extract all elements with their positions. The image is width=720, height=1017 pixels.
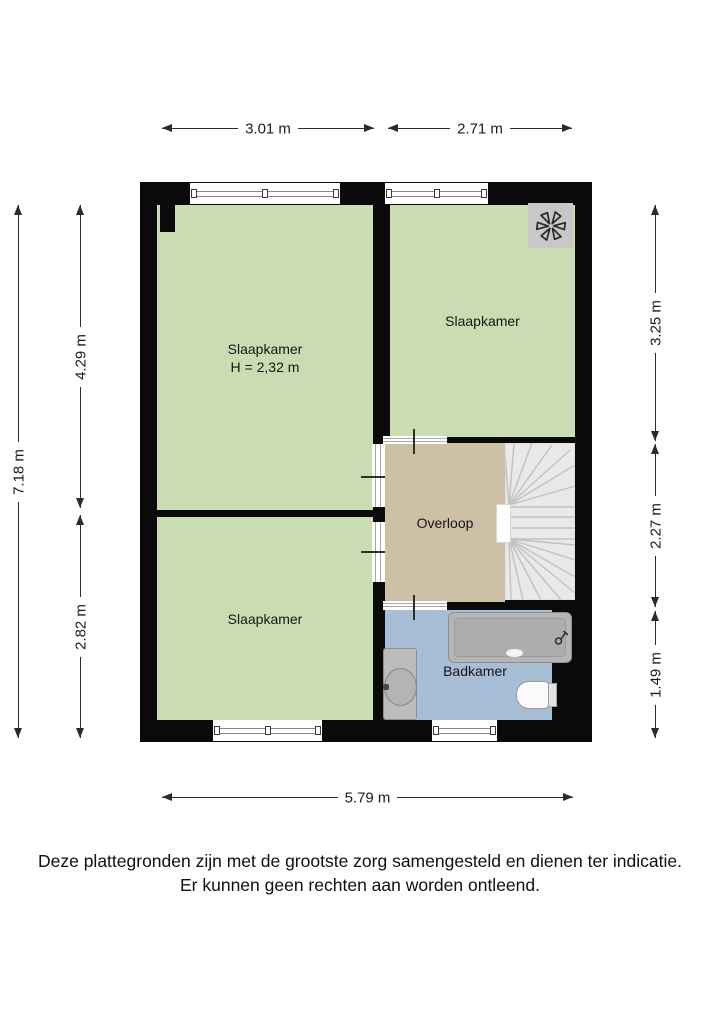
dimension-right-lower [647,611,665,738]
door-opening [383,436,447,444]
column [160,205,175,232]
door-tick [413,429,415,454]
bathtub [448,612,572,663]
sink-tap [383,684,389,690]
dimension-label: 2.71 m [450,121,510,138]
room-slaapkamer-bottom [157,517,373,720]
room-name: Slaapkamer [445,313,520,329]
room-label [228,340,303,376]
window-post [214,726,220,735]
dimension-top-left [162,120,374,138]
stair-newel [497,505,510,542]
room-slaapkamer-large [157,205,373,510]
room-overloop [385,443,505,602]
disclaimer-line-2: Er kunnen geen rechten aan worden ontleend. [180,875,540,895]
disclaimer-line-1: Deze plattegronden zijn met de grootste zorg samengesteld en dienen ter indicatie. [37,851,682,871]
window-post [262,189,268,198]
disclaimer [0,849,720,897]
window [385,183,488,204]
dimension-label: 2.82 m [73,597,90,657]
dimension-label: 4.29 m [73,327,90,387]
door-tick [361,551,385,553]
window-post [333,189,339,198]
window [213,720,322,741]
door-tick [361,476,385,478]
dimension-label: 3.01 m [238,121,298,138]
door-tick [413,595,415,620]
staircase [505,443,575,600]
ventilation-unit [528,203,573,248]
dimension-top-right [388,120,572,138]
dimension-left-lower [72,515,90,738]
room-name: Slaapkamer [227,340,303,357]
window-post [490,726,496,735]
fan-icon [532,207,570,245]
dimension-bottom [162,789,573,807]
window-glass [434,728,495,734]
dimension-label: 5.79 m [338,790,398,807]
toilet [516,681,549,709]
dimension-left-upper [72,205,90,508]
dimension-label: 7.18 m [11,442,28,502]
window-post [191,189,197,198]
window-post [434,189,440,198]
dimension-label: 2.27 m [648,496,665,556]
dimension-right-middle [647,444,665,607]
window-post [265,726,271,735]
window [432,720,497,741]
room-name: Slaapkamer [227,610,303,627]
ceiling-height-note: H = 2,32 m [230,358,300,375]
door-opening [383,601,447,610]
room-name: Badkamer [443,663,507,679]
window-post [433,726,439,735]
window [190,183,340,204]
faucet-icon [554,629,568,647]
room-name: Overloop [416,514,474,531]
bathtub-drain [506,649,523,657]
dimension-label: 1.49 m [648,645,665,705]
dimension-right-upper [647,205,665,441]
dimension-label: 3.25 m [648,293,665,353]
window-post [386,189,392,198]
window-post [481,189,487,198]
window-post [315,726,321,735]
dimension-left-total [10,205,28,738]
